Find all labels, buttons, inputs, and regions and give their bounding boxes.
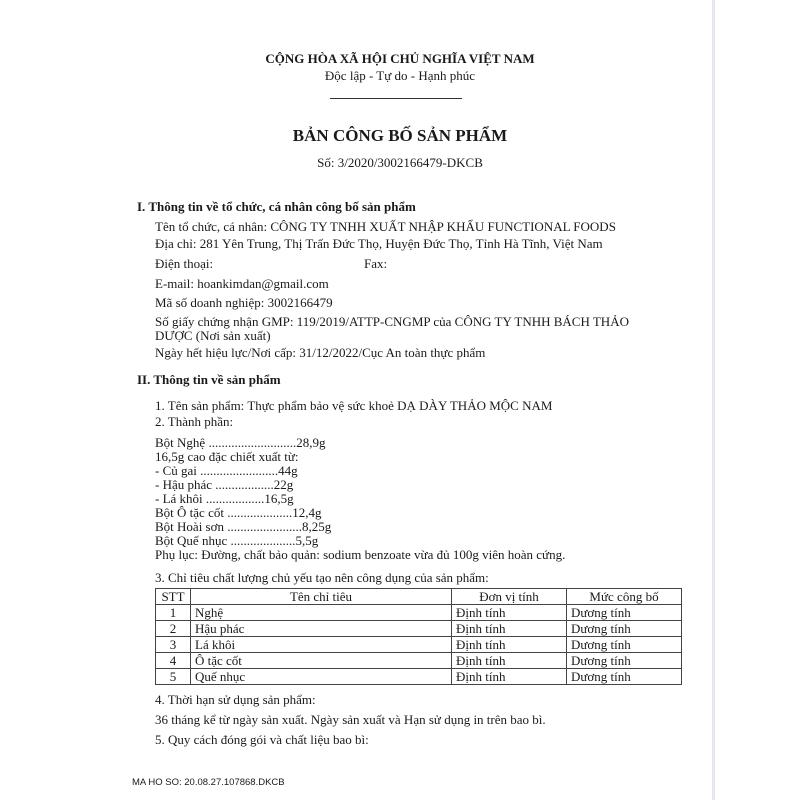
stt-cell: 3 — [156, 637, 191, 653]
ingredient: - Lá khôi ..................16,5g — [155, 491, 294, 506]
stt-cell: 5 — [156, 669, 191, 685]
ingredient: 16,5g cao đặc chiết xuất từ: — [155, 449, 299, 464]
table-row — [156, 621, 682, 637]
document-number: Số: 3/2020/3002166479-DKCB — [317, 155, 483, 170]
product-name: 1. Tên sản phẩm: Thực phẩm bảo vệ sức khoẻ DẠ DÀY THẢO MỘC NAM — [155, 398, 553, 413]
level-cell: Dương tính — [567, 637, 682, 653]
motto: Độc lập - Tự do - Hạnh phúc — [324, 68, 476, 83]
table-row — [156, 669, 682, 685]
col-stt: STT — [156, 589, 191, 605]
level-cell: Dương tính — [567, 621, 682, 637]
nation-heading: CỘNG HÒA XÃ HỘI CHỦ NGHĨA VIỆT NAM — [265, 51, 535, 66]
stt-cell: 2 — [156, 621, 191, 637]
col-unit: Đơn vị tính — [452, 589, 567, 605]
shelf-life-text: 36 tháng kể từ ngày sản xuất. Ngày sản xuất và Hạn sử dụng in trên bao bì. — [155, 712, 546, 727]
table-row — [156, 637, 682, 653]
address: Địa chỉ: 281 Yên Trung, Thị Trấn Đức Thọ, Huyện Đức Thọ, Tỉnh Hà Tĩnh, Việt Nam — [155, 236, 603, 251]
shelf-life-label: 4. Thời hạn sử dụng sản phẩm: — [155, 692, 316, 707]
col-name: Tên chỉ tiêu — [191, 589, 452, 605]
unit-cell: Định tính — [452, 605, 567, 621]
org-name: Tên tổ chức, cá nhân: CÔNG TY TNHH XUẤT NHẬP KHẨU FUNCTIONAL FOODS — [155, 219, 616, 234]
gmp-line-2: DƯỢC (Nơi sản xuất) — [155, 328, 271, 343]
fax: Fax: — [364, 256, 388, 271]
unit-cell: Định tính — [452, 637, 567, 653]
ingredient: - Hậu phác ..................22g — [155, 477, 294, 492]
ingredient: Bột Quế nhục ....................5,5g — [155, 533, 319, 548]
level-cell: Dương tính — [567, 653, 682, 669]
table-row — [156, 605, 682, 621]
ingredient: - Củ gai ........................44g — [155, 463, 298, 478]
ingredient: Bột Nghệ ...........................28,9g — [155, 435, 326, 450]
document-title: BẢN CÔNG BỐ SẢN PHẨM — [292, 126, 508, 145]
tax-code: Mã số doanh nghiệp: 3002166479 — [155, 295, 333, 310]
section2-heading: II. Thông tin về sản phẩm — [137, 372, 281, 387]
name-cell: Quế nhục — [191, 669, 452, 685]
col-level: Mức công bố — [567, 589, 682, 605]
ingredients-label: 2. Thành phần: — [155, 414, 234, 429]
section1-heading: I. Thông tin về tổ chức, cá nhân công bố sản phẩm — [137, 199, 416, 214]
appendix: Phụ lục: Đường, chất bảo quản: sodium benzoate vừa đủ 100g viên hoàn cứng. — [155, 547, 566, 562]
ingredient: Bột Hoài sơn .......................8,25g — [155, 519, 332, 534]
table-header-row — [156, 589, 682, 605]
name-cell: Nghệ — [191, 605, 452, 621]
file-code: MA HO SO: 20.08.27.107868.DKCB — [132, 777, 285, 788]
name-cell: Hậu phác — [191, 621, 452, 637]
packaging-label: 5. Quy cách đóng gói và chất liệu bao bì: — [155, 732, 369, 747]
quality-table — [155, 588, 682, 685]
ingredient: Bột Ô tặc cốt ....................12,4g — [155, 505, 322, 520]
unit-cell: Định tính — [452, 653, 567, 669]
stt-cell: 4 — [156, 653, 191, 669]
name-cell: Lá khôi — [191, 637, 452, 653]
page-edge — [712, 0, 715, 800]
unit-cell: Định tính — [452, 621, 567, 637]
level-cell: Dương tính — [567, 605, 682, 621]
stt-cell: 1 — [156, 605, 191, 621]
expiry: Ngày hết hiệu lực/Nơi cấp: 31/12/2022/Cục An toàn thực phẩm — [155, 345, 486, 360]
gmp-line-1: Số giấy chứng nhận GMP: 119/2019/ATTP-CNGMP của CÔNG TY TNHH BÁCH THẢO — [155, 314, 629, 329]
quality-label: 3. Chỉ tiêu chất lượng chủ yếu tạo nên công dụng của sản phẩm: — [155, 570, 489, 585]
table-row — [156, 653, 682, 669]
email: E-mail: hoankimdan@gmail.com — [155, 276, 329, 291]
level-cell: Dương tính — [567, 669, 682, 685]
phone: Điện thoại: — [155, 256, 214, 271]
unit-cell: Định tính — [452, 669, 567, 685]
divider — [330, 98, 462, 99]
name-cell: Ô tặc cốt — [191, 653, 452, 669]
